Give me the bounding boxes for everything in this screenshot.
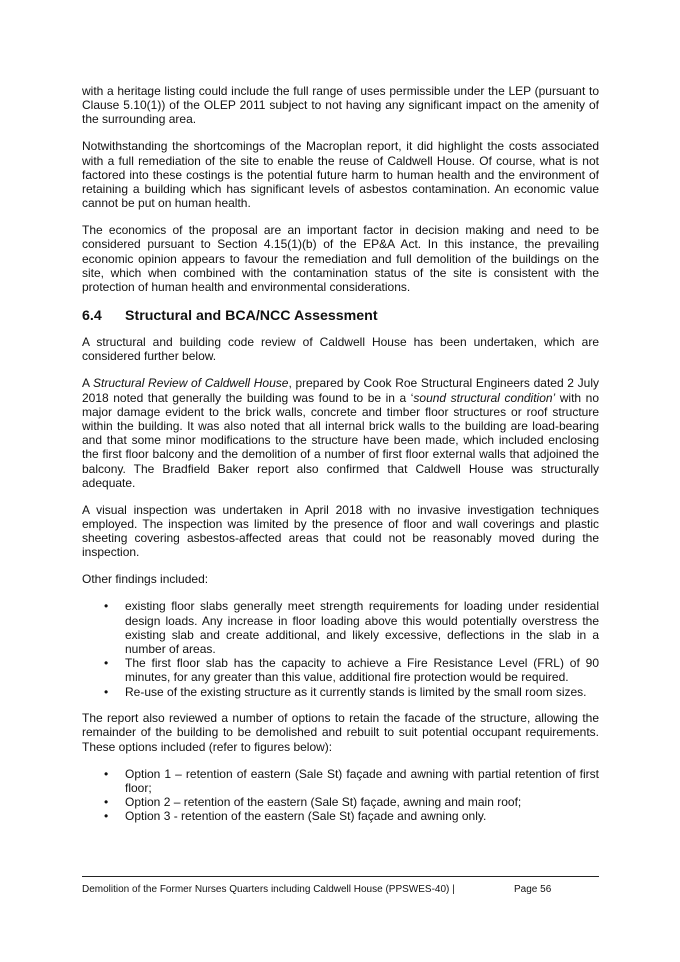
- paragraph-intro: A structural and building code review of Caldwell House has been undertaken, which are considered further below.: [82, 335, 599, 364]
- bullet-icon: •: [104, 809, 109, 824]
- paragraph-other-findings: Other findings included:: [82, 572, 209, 587]
- bullet-icon: •: [104, 599, 109, 614]
- paragraph-structural-review: [82, 376, 599, 490]
- footer-title: Demolition of the Former Nurses Quarters including Caldwell House (PPSWES-40) |: [82, 884, 455, 895]
- finding-text: Re-use of the existing structure as it currently stands is limited by the small room sizes.: [125, 684, 587, 699]
- structural-rest: with no major damage evident to the brick walls, concrete and timber floor structures or roof structure within the building. It was also noted that all internal brick walls to the building are load-bearing and that some minor modifications to the structure have been made, which included enclosing the first floor balcony and the demolition of a number of first floor external walls that adjoined the balcony. The Bradfield Baker report also confirmed that Caldwell House was structurally adequate.: [82, 390, 599, 490]
- list-item: [82, 767, 599, 795]
- finding-text: The first floor slab has the capacity to achieve a Fire Resistance Level (FRL) of 90 minutes, for any greater than this value, additional fire protection would be required.: [125, 656, 599, 685]
- structural-doc-title: Structural Review of Caldwell House: [93, 376, 289, 391]
- option-text: Option 3 - retention of the eastern (Sale St) façade and awning only.: [125, 809, 487, 824]
- bullet-icon: •: [104, 656, 109, 671]
- list-item: [82, 656, 599, 684]
- findings-list: [82, 599, 599, 698]
- section-heading: [82, 308, 599, 325]
- paragraph-options-intro: The report also reviewed a number of options to retain the facade of the structure, allowing the remainder of the building to be demolished and rebuilt to suit potential occupant requirements. These options included (refer to figures below):: [82, 711, 599, 754]
- list-item: [82, 685, 599, 699]
- option-text: Option 1 – retention of eastern (Sale St) façade and awning with partial retention of first floor;: [125, 766, 599, 795]
- section-number: 6.4: [82, 307, 102, 324]
- paragraph-visual-inspection: A visual inspection was undertaken in April 2018 with no invasive investigation techniques employed. The inspection was limited by the presence of floor and wall coverings and plastic sheeting covering asbestos-affected areas that could not be reasonably moved during the inspection.: [82, 502, 599, 560]
- bullet-icon: •: [104, 684, 109, 699]
- list-item: [82, 809, 599, 823]
- finding-text: existing floor slabs generally meet strength requirements for loading under residential design loads. Any increase in floor loading above this would potentially overstress the existing slab and create additional, and likely excessive, deflections in the slab in a number of areas.: [125, 599, 599, 656]
- bullet-icon: •: [104, 795, 109, 810]
- list-item: [82, 599, 599, 656]
- structural-mid: , prepared by Cook Roe Structural Engineers dated 2 July 2018 noted that generally the building was found to be in a ‘: [82, 376, 599, 405]
- structural-lead: A: [82, 376, 94, 391]
- section-title: Structural and BCA/NCC Assessment: [125, 307, 378, 324]
- page-number: Page 56: [514, 884, 552, 895]
- paragraph-macroplan: Notwithstanding the shortcomings of the Macroplan report, it did highlight the costs associated with a full remediation of the site to enable the reuse of Caldwell House. Of course, what is not factored into these costings is the potential future harm to human health and the environment of retaining a building which has significant levels of asbestos contamination. An economic value cannot be put on human health.: [82, 139, 599, 211]
- bullet-icon: •: [104, 766, 109, 781]
- option-text: Option 2 – retention of the eastern (Sale St) façade, awning and main roof;: [125, 795, 522, 810]
- list-item: [82, 795, 599, 809]
- options-list: [82, 767, 599, 824]
- page-footer: [82, 876, 599, 895]
- structural-quote: sound structural condition’: [413, 390, 556, 405]
- document-body: [82, 84, 599, 836]
- paragraph-heritage: with a heritage listing could include the full range of uses permissible under the LEP (pursuant to Clause 5.10(1)) of the OLEP 2011 subject to not having any significant impact on the amenity of the surrounding area.: [82, 84, 599, 127]
- paragraph-economics: The economics of the proposal are an important factor in decision making and need to be considered pursuant to Section 4.15(1)(b) of the EP&A Act. In this instance, the prevailing economic opinion appears to favour the remediation and full demolition of the buildings on the site, which when combined with the contamination status of the site is consistent with the protection of human health and environmental considerations.: [82, 223, 599, 295]
